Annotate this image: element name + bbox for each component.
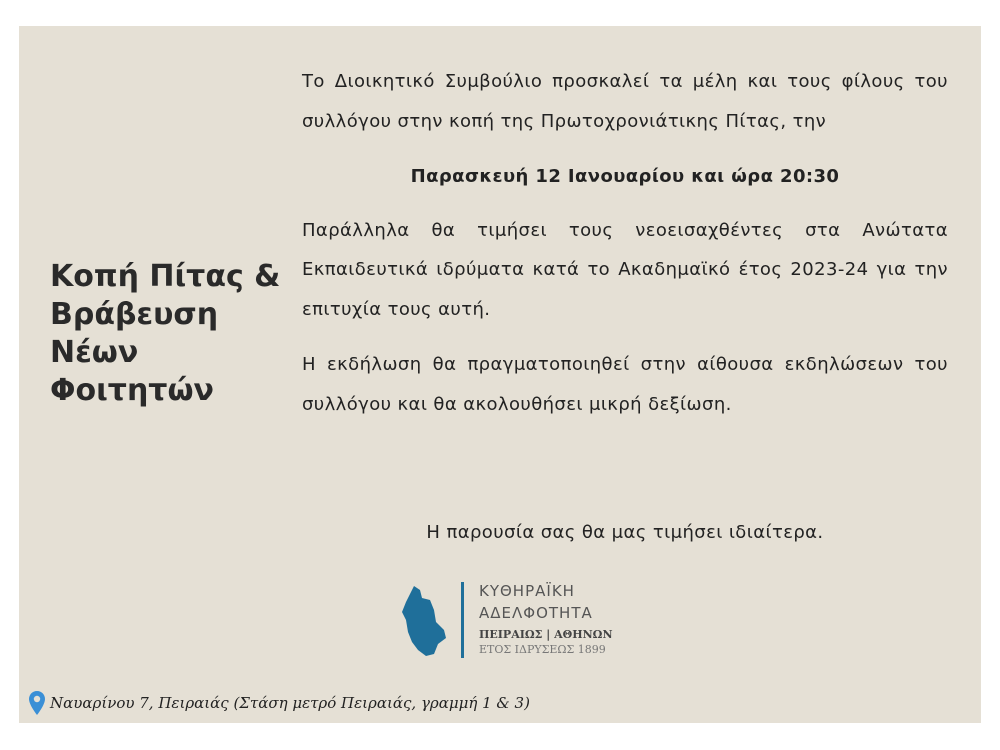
logo-line-3: ΠΕΙΡΑΙΩΣ | ΑΘΗΝΩΝ bbox=[479, 628, 613, 641]
kythira-map-icon bbox=[400, 584, 450, 658]
venue-paragraph: Η εκδήλωση θα πραγματοποιηθεί στην αίθουσα εκδηλώσεων του συλλόγου και θα ακολουθήσει μικρή δεξίωση. bbox=[302, 354, 948, 415]
map-pin-icon bbox=[28, 690, 46, 716]
event-date: Παρασκευή 12 Ιανουαρίου και ώρα 20:30 bbox=[410, 166, 840, 187]
logo-line-4: ΕΤΟΣ ΙΔΡΥΣΕΩΣ 1899 bbox=[479, 643, 606, 656]
address-text: Ναυαρίνου 7, Πειραιάς (Στάση μετρό Πειραιάς, γραμμή 1 & 3) bbox=[50, 694, 530, 712]
honors-paragraph: Παράλληλα θα τιμήσει τους νεοεισαχθέντες στα Ανώτατα Εκπαιδευτικά ιδρύματα κατά το Ακαδημαϊκό έτος 2023-24 για την επιτυχία τους αυτή. bbox=[302, 219, 948, 320]
association-logo bbox=[400, 580, 620, 660]
intro-paragraph: Το Διοικητικό Συμβούλιο προσκαλεί τα μέλη και τους φίλους του συλλόγου στην κοπή της Πρωτοχρονιάτικης Πίτας, την bbox=[302, 71, 948, 132]
logo-divider bbox=[461, 582, 464, 658]
address bbox=[28, 690, 530, 716]
logo-line-2: ΑΔΕΛΦΟΤΗΤΑ bbox=[479, 604, 593, 622]
event-title: Κοπή Πίτας & Βράβευση Νέων Φοιτητών bbox=[50, 259, 281, 408]
closing-line: Η παρουσία σας θα μας τιμήσει ιδιαίτερα. bbox=[426, 522, 824, 543]
logo-line-1: ΚΥΘΗΡΑΪΚΗ bbox=[479, 582, 575, 600]
invitation-body bbox=[302, 62, 948, 440]
